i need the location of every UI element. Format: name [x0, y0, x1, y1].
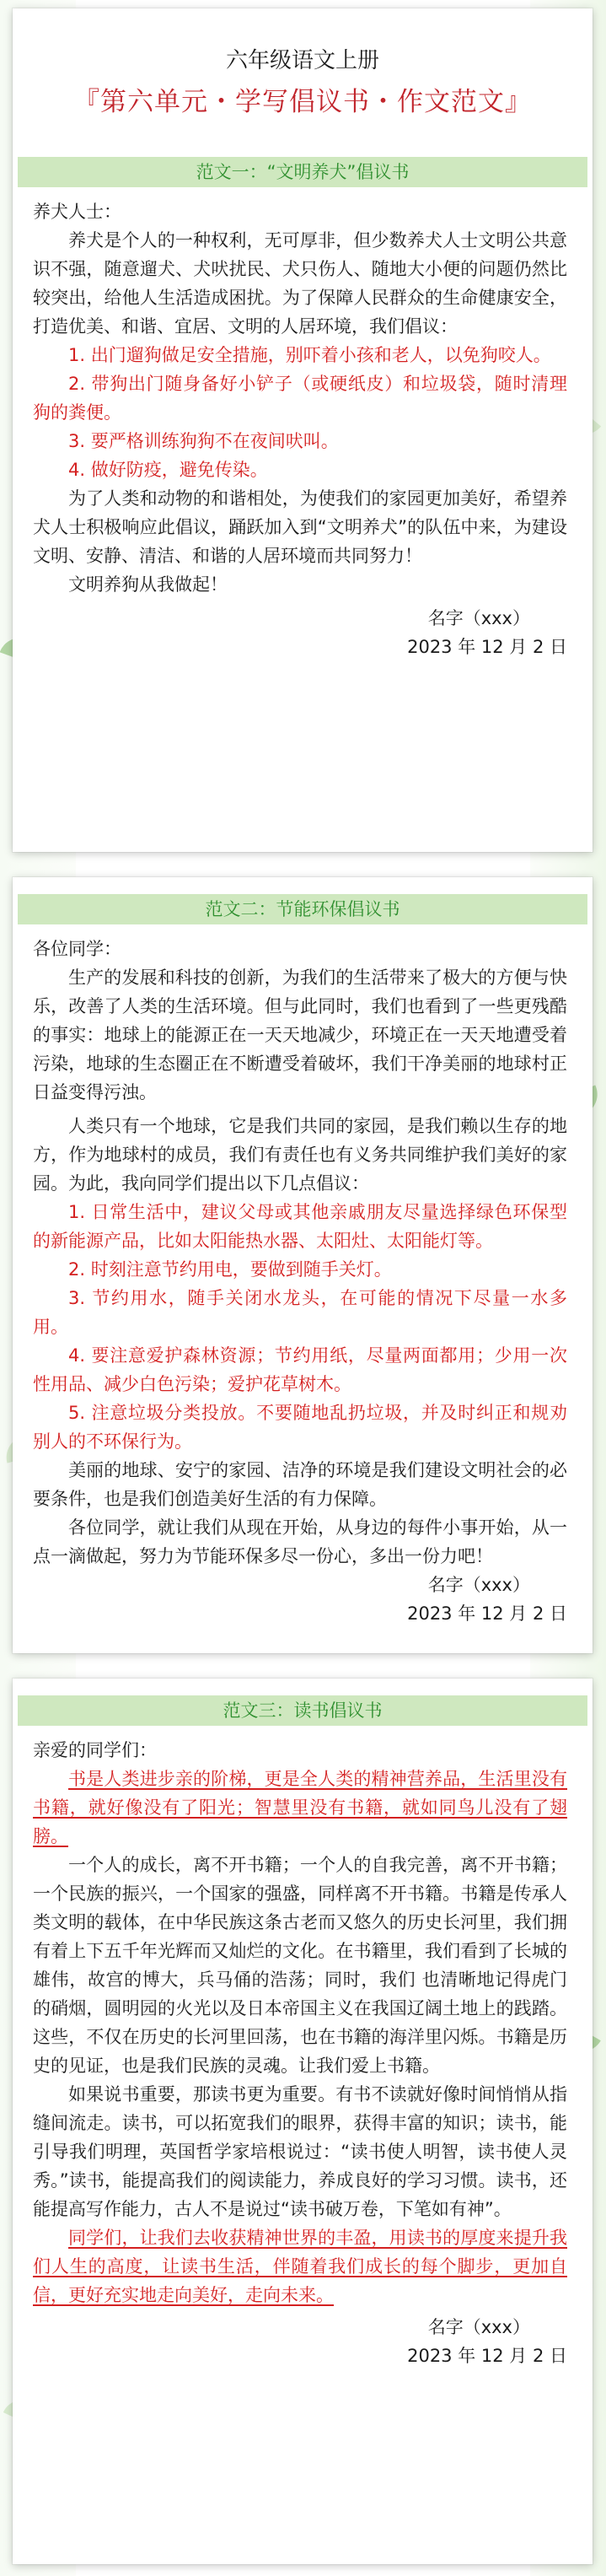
highlighted-paragraph: 同学们，让我们去收获精神世界的丰盈，用读书的厚度来提升我们人生的高度，让读书生活，伴随着我们成长的每个脚步，更加自信，更好充实地走向美好，走向未来。: [33, 2228, 567, 2305]
paragraph: 如果说书重要，那读书更为重要。有书不读就好像时间悄悄从指缝间流走。读书，可以拓宽我们的眼界，获得丰富的知识；读书，能引导我们明理，英国哲学家培根说过：“读书使人明智，读书使人灵秀。”读书，能提高我们的阅读能力，养成良好的学习习惯。读书，还能提高写作能力，古人不是说过“读书破万卷，下笔如有神”。: [33, 2084, 567, 2219]
proposal-item: 2. 带狗出门随身备好小铲子（或硬纸皮）和垃圾袋，随时清理狗的粪便。: [33, 374, 567, 423]
section-label-essay-2: 范文二：节能环保倡议书: [18, 894, 587, 924]
paragraph: 为了人类和动物的和谐相处，为使我们的家园更加美好，希望养犬人士积极响应此倡议，踊跃加入到“文明养犬”的队伍中来，为建设文明、安静、清洁、和谐的人居环境而共同努力！: [33, 488, 567, 566]
highlighted-paragraph: 书是人类进步亲的阶梯，更是全人类的精神营养品，生活里没有书籍，就好像没有了阳光；智慧里没有书籍，就如同鸟儿没有了翅膀。: [33, 1769, 567, 1846]
signature: 名字（xxx）: [427, 2317, 530, 2337]
date: 2023 年 12 月 2 日: [407, 2346, 567, 2366]
signature: 名字（xxx）: [427, 1575, 530, 1595]
salutation: 亲爱的同学们：: [33, 1740, 157, 1760]
date: 2023 年 12 月 2 日: [407, 1603, 567, 1624]
paragraph: 生产的发展和科技的创新，为我们的生活带来了极大的方便与快乐，改善了人类的生活环境。但与此同时，我们也看到了一些更残酷的事实：地球上的能源正在一天天地减少，环境正在一天天地遭受着污染，地球的生态圈正在不断遭受着破坏，我们干净美丽的地球村正日益变得污浊。: [33, 967, 567, 1102]
paragraph: 美丽的地球、安宁的家园、洁净的环境是我们建设文明社会的必要条件，也是我们创造美好生活的有力保障。: [33, 1460, 567, 1509]
paragraph: 人类只有一个地球，它是我们共同的家园，是我们赖以生存的地方，作为地球村的成员，我们有责任也有义务共同维护我们美好的家园。为此，我向同学们提出以下几点倡议：: [33, 1116, 567, 1194]
proposal-item: 1. 出门遛狗做足安全措施，别吓着小孩和老人，以免狗咬人。: [68, 345, 551, 365]
page-title: 六年级语文上册: [225, 48, 379, 73]
salutation: 养犬人士：: [33, 202, 121, 222]
proposal-item: 1. 日常生活中，建议父母或其他亲戚朋友尽量选择绿色环保型的新能源产品，比如太阳能热水器、太阳灶、太阳能灯等。: [33, 1202, 567, 1251]
essay-page-1: [13, 8, 593, 852]
essay-page-2: [13, 877, 593, 1653]
paragraph: 各位同学，就让我们从现在开始，从身边的每件小事开始，从一点一滴做起，努力为节能环保多尽一份心，多出一份力吧！: [33, 1517, 567, 1566]
proposal-item: 3. 要严格训练狗狗不在夜间吠叫。: [68, 431, 339, 451]
proposal-item: 4. 做好防疫，避免传染。: [68, 460, 268, 480]
proposal-item: 3. 节约用水，随手关闭水龙头，在可能的情况下尽量一水多用。: [33, 1288, 567, 1337]
section-label-essay-3: 范文三：读书倡议书: [18, 1695, 587, 1726]
date: 2023 年 12 月 2 日: [407, 637, 567, 657]
paragraph: 养犬是个人的一种权利，无可厚非，但少数养犬人士文明公共意识不强，随意遛犬、犬吠扰民、犬只伤人、随地大小便的问题仍然比较突出，给他人生活造成困扰。为了保障人民群众的生命健康安全，打造优美、和谐、宜居、文明的人居环境，我们倡议：: [33, 230, 567, 337]
proposal-item: 2. 时刻注意节约用电，要做到随手关灯。: [68, 1259, 392, 1280]
salutation: 各位同学：: [33, 939, 121, 959]
slogan: 文明养狗从我做起！: [68, 574, 228, 595]
section-label-essay-1: 范文一：“文明养犬”倡议书: [18, 157, 587, 187]
essay-page-3: [13, 1679, 593, 2564]
paragraph: 一个人的成长，离不开书籍；一个人的自我完善，离不开书籍；一个民族的振兴，一个国家的强盛，同样离不开书籍。书籍是传承人类文明的载体，在中华民族这条古老而又悠久的历史长河里，我们拥有着上下五千年光辉而又灿烂的文化。在书籍里，我们看到了长城的雄伟，故宫的博大，兵马俑的浩荡；同时，我们 也清晰地记得虎门的硝烟，圆明园的火光以及日本帝国主义在我国辽阔土地上的践踏。这些，不仅在历史的长河里回荡，也在书籍的海洋里闪烁。书籍是历史的见证，也是我们民族的灵魂。让我们爱上书籍。: [33, 1855, 567, 2076]
signature: 名字（xxx）: [427, 608, 530, 628]
proposal-item: 5. 注意垃圾分类投放。不要随地乱扔垃圾，并及时纠正和规劝别人的不环保行为。: [33, 1403, 567, 1452]
unit-title: 『第六单元・学写倡议书・作文范文』: [73, 87, 532, 117]
proposal-item: 4. 要注意爱护森林资源；节约用纸，尽量两面都用；少用一次性用品、减少白色污染；爱护花草树木。: [33, 1345, 567, 1394]
